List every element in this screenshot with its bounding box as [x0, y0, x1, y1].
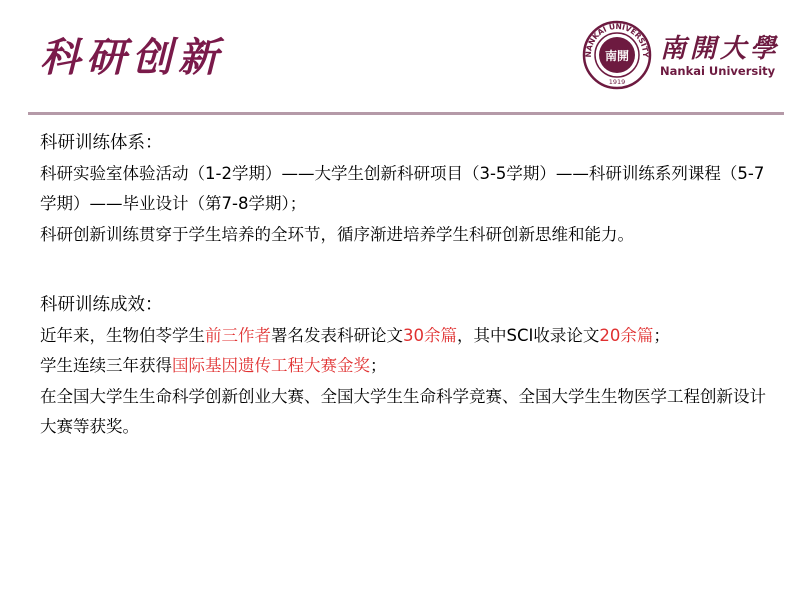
results-text: 近年来，生物伯苓学生 [40, 325, 205, 345]
section-heading-system: 科研训练体系： [40, 133, 163, 153]
university-seal-icon [582, 20, 652, 90]
results-text: 学生连续三年获得 [40, 356, 172, 375]
section-spacer [40, 250, 770, 290]
results-text: ，其中SCI收录论文 [457, 325, 600, 345]
seal-center-text: 南開 [604, 49, 630, 63]
results-paragraph-igem [40, 351, 770, 382]
results-text: ； [653, 325, 670, 345]
highlight-sci-count: 20余篇 [599, 325, 654, 345]
university-name-en: Nankai University [660, 64, 776, 78]
nankai-university-logo [582, 20, 781, 90]
header-divider [28, 112, 784, 115]
system-paragraph-throughout: 科研创新训练贯穿于学生培养的全环节，循序渐进培养学生科研创新思维和能力。 [40, 224, 634, 244]
highlight-paper-count: 30余篇 [403, 325, 457, 345]
slide-title: 科研创新 [40, 34, 224, 81]
seal-year-text: 1919 [608, 78, 626, 86]
section-heading-results: 科研训练成效： [40, 295, 163, 315]
slide-body [40, 128, 770, 443]
results-text: ； [370, 356, 387, 375]
university-name-cn: 南開大學 [660, 34, 781, 64]
results-paragraph-competitions: 在全国大学生生命科学创新创业大赛、全国大学生生命科学竞赛、全国大学生生物医学工程创新设计大赛等获奖。 [40, 386, 766, 436]
results-paragraph-papers [40, 321, 770, 352]
system-paragraph-stages: 科研实验室体验活动（1-2学期）——大学生创新科研项目（3-5学期）——科研训练系列课程（5-7学期）——毕业设计（第7-8学期）； [40, 163, 765, 213]
seal-arc-text: NANKAI UNIVERSITY [583, 21, 651, 58]
highlight-competition-award: 国际基因遗传工程大赛金奖 [172, 356, 370, 375]
results-text: 署名发表科研论文 [271, 325, 403, 345]
highlight-authorship: 前三作者 [205, 325, 271, 345]
